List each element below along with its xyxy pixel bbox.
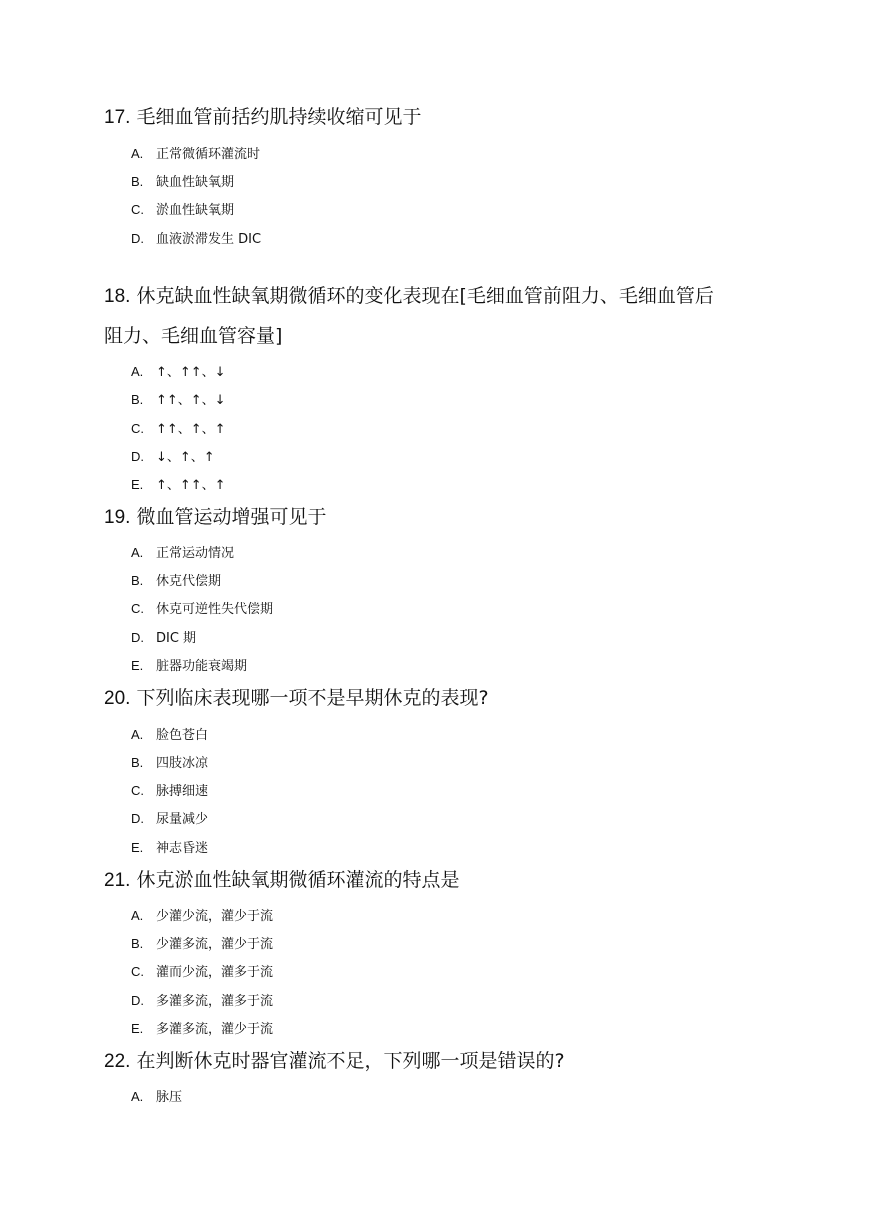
option-17-b [131,172,234,193]
question-21-stem [104,861,459,900]
question-number: 17. [104,107,131,128]
option-text: 多灌多流，灌多于流 [156,994,274,1009]
option-text: 灌而少流，灌多于流 [156,965,274,980]
option-21-b [131,934,273,955]
option-19-b [131,571,221,592]
option-text: 正常运动情况 [156,546,235,561]
question-22-stem [104,1042,565,1081]
option-text: ↑↑、↑、↑ [156,422,226,437]
question-19-stem [104,498,326,537]
option-label: C. [131,783,144,798]
option-21-a [131,906,273,927]
option-label: E. [131,840,144,855]
question-text: 微血管运动增强可见于 [136,506,327,528]
question-number: 19. [104,507,131,528]
option-text: ↓、↑、↑ [156,450,215,465]
option-label: C. [131,421,144,436]
option-21-e [131,1019,273,1040]
option-text: 淤血性缺氧期 [156,203,235,218]
option-label: A. [131,908,144,923]
option-label: D. [131,630,144,645]
option-21-c [131,962,273,983]
option-label: A. [131,364,144,379]
option-text: 脉压 [156,1090,183,1105]
option-text: 休克代偿期 [156,574,222,589]
option-17-c [131,200,234,221]
option-label: D. [131,993,144,1008]
option-text: 血液淤滞发生 DIC [156,232,262,247]
question-number: 22. [104,1051,131,1072]
option-18-e [131,475,226,496]
option-18-d [131,447,215,468]
option-text: ↑↑、↑、↓ [156,393,226,408]
option-text: 多灌多流，灌少于流 [156,1022,274,1037]
question-text: 阻力、毛细血管容量] [104,325,283,347]
option-18-c [131,419,226,440]
option-20-e [131,838,208,859]
option-label: D. [131,231,144,246]
question-18-stem-cont [104,317,282,355]
question-number: 21. [104,870,131,891]
question-20-stem [104,679,489,718]
option-label: A. [131,1089,144,1104]
option-text: DIC 期 [156,631,197,646]
option-text: 少灌少流，灌少于流 [156,909,274,924]
option-18-a [131,362,226,383]
option-label: E. [131,477,144,492]
question-text: 下列临床表现哪一项不是早期休克的表现? [136,687,489,709]
option-label: C. [131,202,144,217]
option-text: 少灌多流，灌少于流 [156,937,274,952]
option-label: C. [131,964,144,979]
option-text: 脉搏细速 [156,784,209,799]
option-19-a [131,543,234,564]
option-17-d [131,229,261,250]
option-label: A. [131,146,144,161]
question-text: 毛细血管前括约肌持续收缩可见于 [136,106,422,128]
option-label: A. [131,727,144,742]
option-label: E. [131,658,144,673]
option-text: ↑、↑↑、↑ [156,478,226,493]
option-18-b [131,390,226,411]
option-19-d [131,628,196,649]
option-text: 神志昏迷 [156,841,209,856]
option-20-d [131,809,208,830]
option-text: 休克可逆性失代偿期 [156,602,274,617]
question-text: 在判断休克时器官灌流不足，下列哪一项是错误的? [136,1050,565,1072]
option-text: 脏器功能衰竭期 [156,659,248,674]
question-17-stem [104,98,421,137]
option-20-a [131,725,208,746]
option-label: B. [131,936,144,951]
option-text: 尿量减少 [156,812,209,827]
option-label: E. [131,1021,144,1036]
question-number: 18. [104,286,131,307]
question-number: 20. [104,688,131,709]
option-label: A. [131,545,144,560]
option-22-a [131,1087,182,1108]
option-text: 脸色苍白 [156,728,209,743]
option-label: B. [131,392,144,407]
option-label: D. [131,449,144,464]
option-label: B. [131,755,144,770]
option-20-c [131,781,208,802]
option-19-e [131,656,247,677]
option-label: B. [131,174,144,189]
question-text: 休克淤血性缺氧期微循环灌流的特点是 [136,869,460,891]
option-text: 缺血性缺氧期 [156,175,235,190]
question-18-stem [104,277,714,316]
option-text: ↑、↑↑、↓ [156,365,226,380]
option-text: 四肢冰凉 [156,756,209,771]
option-label: B. [131,573,144,588]
option-label: C. [131,601,144,616]
option-19-c [131,599,273,620]
option-label: D. [131,811,144,826]
option-17-a [131,144,260,165]
option-21-d [131,991,273,1012]
option-text: 正常微循环灌流时 [156,147,261,162]
option-20-b [131,753,208,774]
question-text: 休克缺血性缺氧期微循环的变化表现在[毛细血管前阻力、毛细血管后 [136,285,714,307]
